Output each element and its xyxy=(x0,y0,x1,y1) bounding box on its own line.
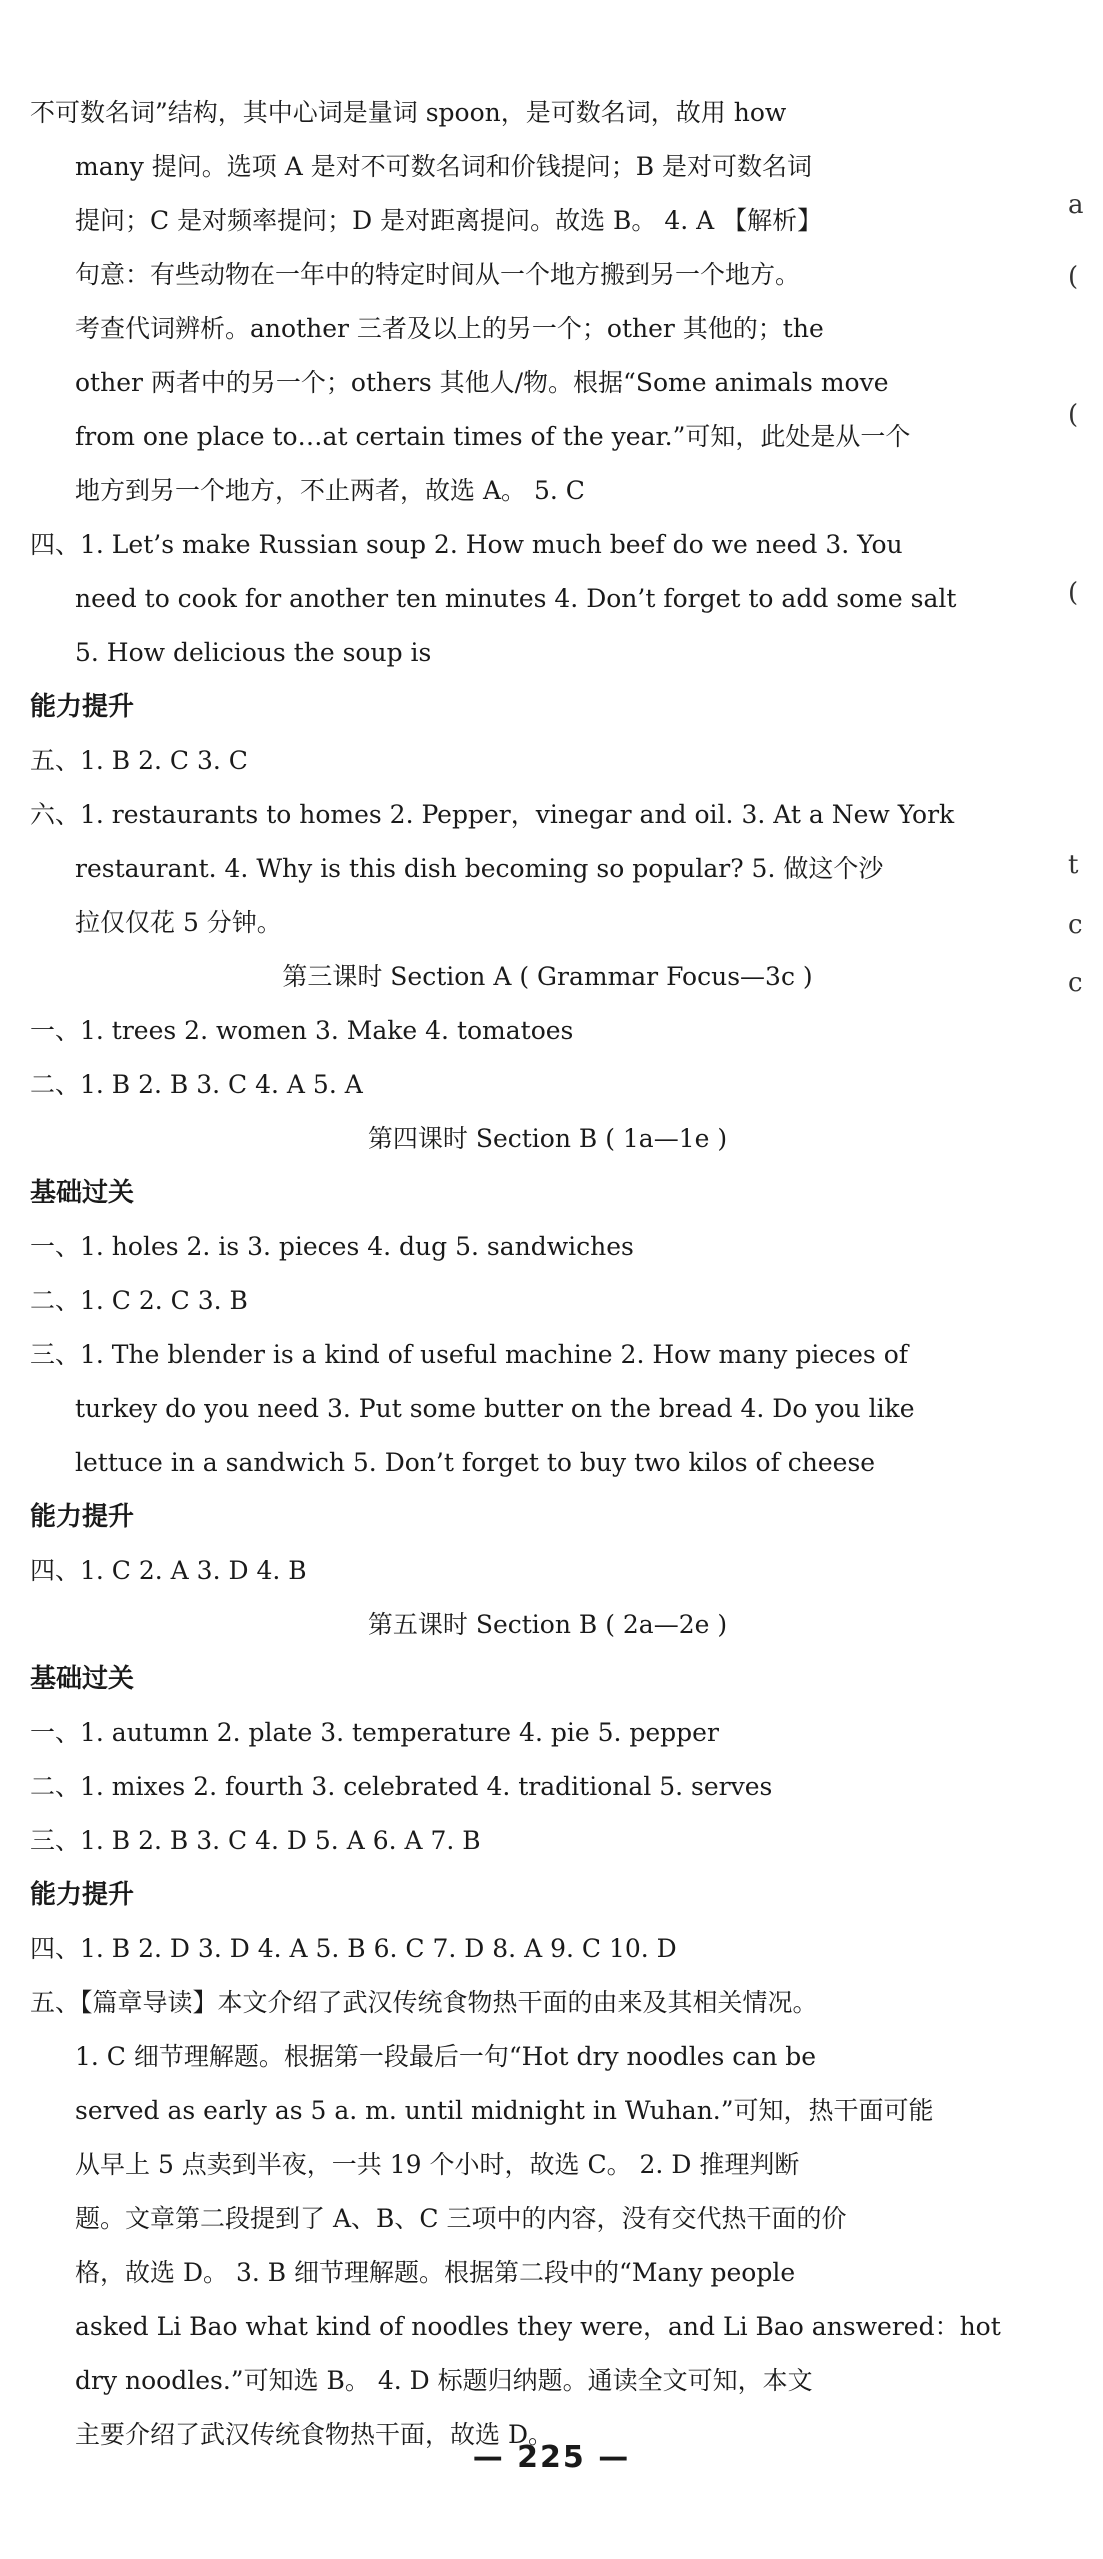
edge-glyph: c xyxy=(1068,968,1083,998)
text-line: 1. C 细节理解题。根据第一段最后一句“Hot dry noodles can be xyxy=(75,2042,817,2071)
text-line: 一、1. holes 2. is 3. pieces 4. dug 5. sandwiches xyxy=(30,1232,634,1261)
section-heading: 能力提升 xyxy=(30,1502,135,1532)
text-line: restaurant. 4. Why is this dish becoming so popular? 5. 做这个沙 xyxy=(75,854,884,883)
text-line: 一、1. trees 2. women 3. Make 4. tomatoes xyxy=(30,1016,574,1045)
answer-text-column xyxy=(30,86,1065,2462)
section-heading: 基础过关 xyxy=(30,1664,135,1694)
text-line: 三、1. B 2. B 3. C 4. D 5. A 6. A 7. B xyxy=(30,1826,481,1855)
text-line: 六、1. restaurants to homes 2. Pepper，vinegar and oil. 3. At a New York xyxy=(30,800,955,829)
edge-glyph: ( xyxy=(1068,400,1079,430)
text-line: dry noodles.”可知选 B。 4. D 标题归纳题。通读全文可知，本文 xyxy=(75,2366,813,2395)
text-line: 主要介绍了武汉传统食物热干面，故选 D。 xyxy=(75,2420,553,2449)
text-line: 三、1. The blender is a kind of useful machine 2. How many pieces of xyxy=(30,1340,909,1369)
text-line: 地方到另一个地方，不止两者，故选 A。 5. C xyxy=(75,476,585,505)
text-line: from one place to…at certain times of the year.”可知，此处是从一个 xyxy=(75,422,911,451)
page-number: — 225 — xyxy=(472,2440,631,2475)
text-line: 句意：有些动物在一年中的特定时间从一个地方搬到另一个地方。 xyxy=(75,260,801,289)
text-line: asked Li Bao what kind of noodles they were，and Li Bao answered：hot xyxy=(75,2312,1001,2341)
text-line: other 两者中的另一个；others 其他人/物。根据“Some animals move xyxy=(75,368,889,397)
text-line: 二、1. B 2. B 3. C 4. A 5. A xyxy=(30,1070,363,1099)
lesson-title: 第四课时 Section B ( 1a—1e ) xyxy=(367,1124,728,1153)
edge-glyph: a xyxy=(1068,190,1084,220)
text-line: 四、1. B 2. D 3. D 4. A 5. B 6. C 7. D 8. A 9. C 10. D xyxy=(30,1934,677,1963)
text-line: 从早上 5 点卖到半夜，一共 19 个小时，故选 C。 2. D 推理判断 xyxy=(75,2150,800,2179)
text-line: 提问；C 是对频率提问；D 是对距离提问。故选 B。 4. A 【解析】 xyxy=(75,206,823,235)
lesson-title: 第五课时 Section B ( 2a—2e ) xyxy=(367,1610,728,1639)
text-line: turkey do you need 3. Put some butter on the bread 4. Do you like xyxy=(75,1394,915,1423)
section-heading: 能力提升 xyxy=(30,1880,135,1910)
text-line: lettuce in a sandwich 5. Don’t forget to buy two kilos of cheese xyxy=(75,1448,876,1477)
section-heading: 基础过关 xyxy=(30,1178,135,1208)
text-line: 一、1. autumn 2. plate 3. temperature 4. pie 5. pepper xyxy=(30,1718,719,1747)
text-line: 考查代词辨析。another 三者及以上的另一个；other 其他的；the xyxy=(75,314,824,343)
text-line: 格，故选 D。 3. B 细节理解题。根据第二段中的“Many people xyxy=(75,2258,796,2287)
text-line: 四、1. Let’s make Russian soup 2. How much beef do we need 3. You xyxy=(30,530,903,559)
edge-glyph: ( xyxy=(1068,578,1079,608)
text-line: 题。文章第二段提到了 A、B、C 三项中的内容，没有交代热干面的价 xyxy=(75,2204,847,2233)
text-line: 五、【篇章导读】本文介绍了武汉传统食物热干面的由来及其相关情况。 xyxy=(30,1988,818,2017)
text-line: 四、1. C 2. A 3. D 4. B xyxy=(30,1556,307,1585)
text-line: 二、1. C 2. C 3. B xyxy=(30,1286,248,1315)
text-line: many 提问。选项 A 是对不可数名词和价钱提问；B 是对可数名词 xyxy=(75,152,813,181)
text-line: need to cook for another ten minutes 4. Don’t forget to add some salt xyxy=(75,584,957,613)
text-line: 五、1. B 2. C 3. C xyxy=(30,746,248,775)
lesson-title: 第三课时 Section A ( Grammar Focus—3c ) xyxy=(282,962,813,991)
edge-glyph: t xyxy=(1068,850,1079,880)
text-line: 不可数名词”结构，其中心词是量词 spoon，是可数名词，故用 how xyxy=(30,98,787,127)
text-line: 5. How delicious the soup is xyxy=(75,638,432,667)
text-line: 二、1. mixes 2. fourth 3. celebrated 4. traditional 5. serves xyxy=(30,1772,773,1801)
edge-glyph: c xyxy=(1068,910,1083,940)
section-heading: 能力提升 xyxy=(30,692,135,722)
text-line: 拉仅仅花 5 分钟。 xyxy=(75,908,282,937)
edge-glyph: ( xyxy=(1068,262,1079,292)
text-line: served as early as 5 a. m. until midnight in Wuhan.”可知，热干面可能 xyxy=(75,2096,934,2125)
